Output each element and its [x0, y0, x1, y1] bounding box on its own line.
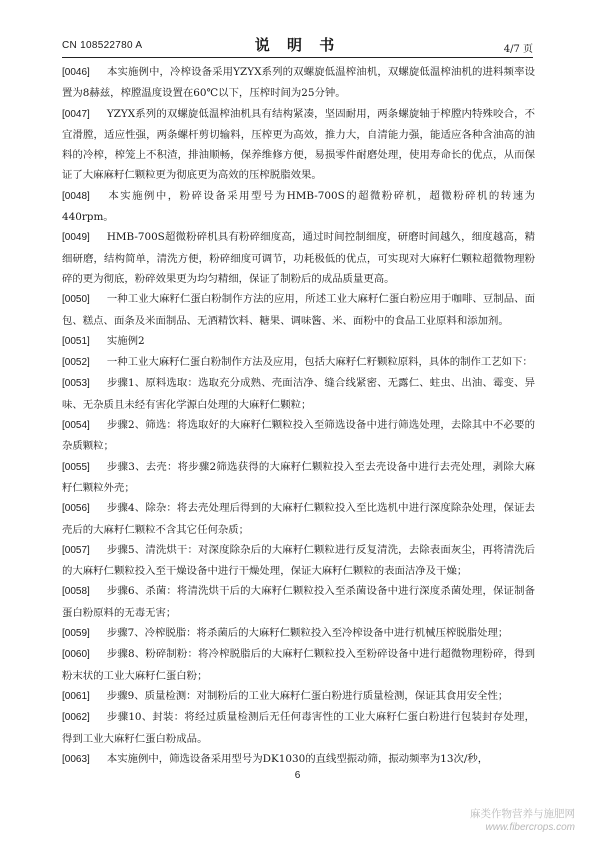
- paragraph-number: [0051]: [62, 335, 90, 347]
- paragraph: [62, 540, 535, 582]
- document-title: 说 明 书: [254, 36, 341, 54]
- paragraph: [62, 749, 535, 770]
- paragraph-text: 步骤6、杀菌：将清洗烘干后的大麻籽仁颗粒投入至杀菌设备中进行深度杀菌处理，保证制备蛋白粉原料的无毒无害；: [62, 585, 535, 619]
- section-heading: 实施例2: [106, 334, 145, 347]
- paragraph-text: 步骤1、原料选取：选取充分成熟、壳面洁净、缝合线紧密、无露仁、蛀虫、出油、霉变、异味、无杂质且未经有害化学源白处理的大麻籽仁颗粒；: [62, 377, 535, 411]
- paragraph-number: [0063]: [62, 753, 90, 765]
- paragraph: [62, 352, 535, 373]
- paragraph: [62, 457, 535, 499]
- paragraph-number: [0052]: [62, 357, 90, 369]
- paragraph-number: [0059]: [62, 628, 90, 640]
- paragraph-number: [0062]: [62, 712, 90, 724]
- paragraph-number: [0058]: [62, 586, 90, 598]
- paragraph-number: [0047]: [62, 108, 90, 120]
- paragraph-text: 本实施例中，粉碎设备采用型号为HMB-700S的超微粉碎机，超微粉碎机的转速为440rpm。: [62, 189, 535, 224]
- paragraph-text: 步骤3、去壳：将步骤2筛选获得的大麻籽仁颗粒投入至去壳设备中进行去壳处理，剥除大麻籽仁颗粒外壳；: [62, 460, 535, 494]
- page-number: 6: [294, 770, 301, 781]
- paragraph: [62, 331, 535, 352]
- paragraph: [62, 686, 535, 707]
- paragraph-number: [0048]: [62, 190, 90, 202]
- paragraph-text: 步骤4、除杂：将去壳处理后得到的大麻籽仁颗粒投入至比选机中进行深度除杂处理，保证去壳后的大麻籽仁颗粒不含其它任何杂质；: [62, 502, 535, 536]
- paragraph-text: 步骤2、筛选：将选取好的大麻籽仁颗粒投入至筛选设备中进行筛选处理，去除其中不必要的杂质颗粒；: [62, 419, 535, 453]
- paragraph-number: [0046]: [62, 67, 90, 78]
- paragraph: [62, 707, 535, 749]
- paragraph-text: YZYX系列的双螺旋低温榨油机具有结构紧凑，坚固耐用，两条螺旋轴于榨膛内特殊咬合，不宜滑膛，适应性强，两条螺杆剪切输料，压榨更为高效，推力大，自清能力强，能适应各种含油高的油料的冷榨，榨笼上不积渣，排油顺畅，保养维修方便，易损零件耐磨处理，使用寿命长的优点，从而保证了大麻麻籽仁颗粒更为彻底更为高效的压榨脱脂效果。: [62, 107, 535, 182]
- paragraph-text: 步骤8、粉碎制粉：将冷榨脱脂后的大麻籽仁颗粒投入至粉碎设备中进行超微物理粉碎，得到粉末状的工业大麻籽仁蛋白粉；: [62, 648, 535, 682]
- paragraph-number: [0056]: [62, 503, 90, 515]
- paragraph: [62, 581, 535, 623]
- paragraph: [62, 498, 535, 540]
- publication-number: CN 108522780 A: [62, 40, 143, 51]
- paragraph-number: [0054]: [62, 420, 90, 432]
- paragraph: [62, 186, 535, 228]
- watermark-site-name: 麻类作物营养与施肥网: [470, 808, 575, 820]
- paragraph-number: [0050]: [62, 294, 90, 306]
- paragraph: [62, 644, 535, 686]
- paragraph: [62, 623, 535, 644]
- paragraph: [62, 62, 535, 104]
- paragraph: [62, 227, 535, 289]
- paragraph-text: 步骤10、封装：将经过质量检测后无任何毒害性的工业大麻籽仁蛋白粉进行包装封存处理，得到工业大麻籽仁蛋白粉成品。: [62, 711, 535, 745]
- page-of-indicator: 4/7 页: [503, 44, 533, 55]
- paragraph: [62, 104, 535, 186]
- paragraph-text: 步骤7、冷榨脱脂：将杀菌后的大麻籽仁颗粒投入至冷榨设备中进行机械压榨脱脂处理；: [106, 627, 509, 640]
- paragraph-text: 本实施例中，筛选设备采用型号为DK1030的直线型振动筛，振动频率为13次/秒，: [106, 752, 489, 765]
- paragraph-number: [0053]: [62, 378, 90, 390]
- paragraph-text: 本实施例中，冷榨设备采用YZYX系列的双螺旋低温榨油机，双螺旋低温榨油机的进料频率设置为8赫兹，榨膛温度设置在60℃以下，压榨时间为25分钟。: [62, 66, 535, 100]
- paragraph: [62, 373, 535, 415]
- watermark: [470, 808, 575, 834]
- paragraph-number: [0061]: [62, 690, 90, 702]
- watermark-url: www.fibercrops.com: [485, 822, 575, 833]
- paragraph-text: 步骤9、质量检测：对制粉后的工业大麻籽仁蛋白粉进行质量检测，保证其食用安全性；: [106, 689, 509, 702]
- paragraph-text: 一种工业大麻籽仁蛋白粉制作方法及应用，包括大麻籽仁籽颗粒原料，具体的制作工艺如下：: [106, 356, 533, 369]
- paragraph: [62, 415, 535, 457]
- page-header: [62, 34, 533, 56]
- paragraph-text: HMB-700S超微粉碎机具有粉碎细度高，通过时间控制细度，研磨时间越久，细度越高，精细研磨，结构简单，清洗方便，粉碎细度可调节，功耗极低的优点，可实现对大麻籽仁颗粒超微物理粉碎的更为彻底，粉碎效果更为均匀精细，保证了制粉后的成品质量更高。: [62, 231, 535, 285]
- paragraph: [62, 289, 535, 331]
- paragraph-text: 步骤5、清洗烘干：对深度除杂后的大麻籽仁颗粒进行反复清洗，去除表面灰尘，再将清洗后的大麻籽仁颗粒投入至干燥设备中进行干燥处理，保证大麻籽仁颗粒的表面洁净及干燥；: [62, 543, 535, 578]
- header-divider: [62, 57, 533, 58]
- paragraph-number: [0060]: [62, 649, 90, 661]
- paragraph-text: 一种工业大麻籽仁蛋白粉制作方法的应用，所述工业大麻籽仁蛋白粉应用于咖啡、豆制品、面包、糕点、面条及米面制品、无酒精饮料、糖果、调味酱、米、面粉中的食品工业原料和添加剂。: [62, 293, 535, 327]
- paragraph-number: [0049]: [62, 232, 90, 244]
- paragraph-number: [0055]: [62, 461, 90, 473]
- document-body: [62, 62, 535, 770]
- paragraph-number: [0057]: [62, 544, 90, 556]
